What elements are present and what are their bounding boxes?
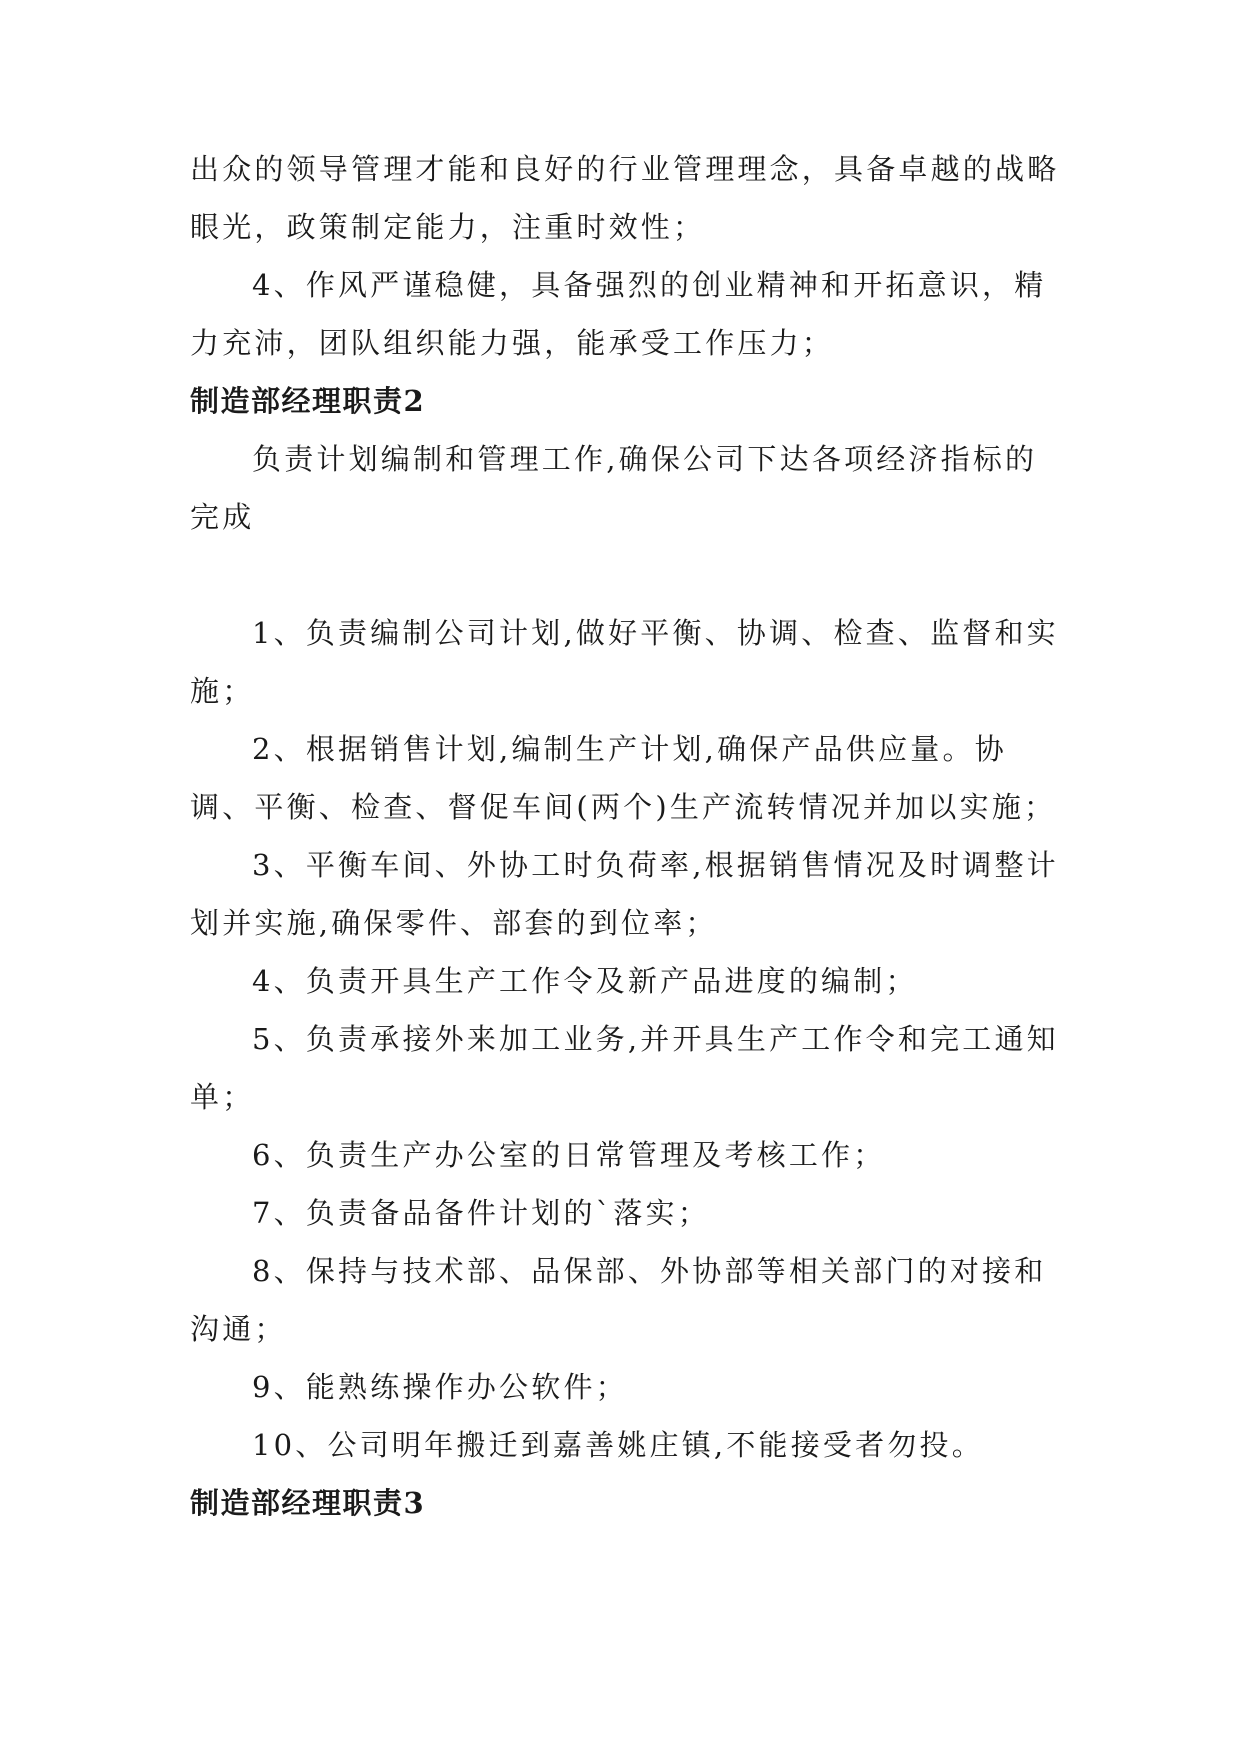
duty-item-8: 8、保持与技术部、品保部、外协部等相关部门的对接和沟通； [190, 1254, 1047, 1346]
section-heading-3: 制造部经理职责3 [190, 1486, 426, 1520]
duty-item-7: 7、负责备品备件计划的`落实； [252, 1196, 710, 1230]
duty-item-5: 5、负责承接外来加工业务,并开具生产工作令和完工通知单； [190, 1022, 1059, 1114]
duty-item-3: 3、平衡车间、外协工时负荷率,根据销售情况及时调整计划并实施,确保零件、部套的到位率； [190, 848, 1059, 940]
duty-item-9: 9、能熟练操作办公软件； [252, 1370, 628, 1404]
section-heading-2: 制造部经理职责2 [190, 384, 426, 418]
paragraph-continued: 出众的领导管理才能和良好的行业管理理念，具备卓越的战略眼光，政策制定能力，注重时效性； [190, 152, 1060, 244]
document-body [190, 140, 1060, 1532]
duty-item-4: 4、负责开具生产工作令及新产品进度的编制； [252, 964, 918, 998]
duty-item-2: 2、根据销售计划,编制生产计划,确保产品供应量。协调、平衡、检查、督促车间(两个)生产流转情况并加以实施； [190, 732, 1057, 824]
blank-line [190, 546, 1060, 604]
paragraph-requirement-4: 4、作风严谨稳健，具备强烈的创业精神和开拓意识，精力充沛，团队组织能力强，能承受工作压力； [190, 268, 1047, 360]
duty-item-6: 6、负责生产办公室的日常管理及考核工作； [252, 1138, 886, 1172]
duty-item-1: 1、负责编制公司计划,做好平衡、协调、检查、监督和实施； [190, 616, 1059, 708]
section-intro: 负责计划编制和管理工作,确保公司下达各项经济指标的完成 [190, 442, 1038, 534]
duty-item-10: 10、公司明年搬迁到嘉善姚庄镇,不能接受者勿投。 [252, 1428, 984, 1462]
